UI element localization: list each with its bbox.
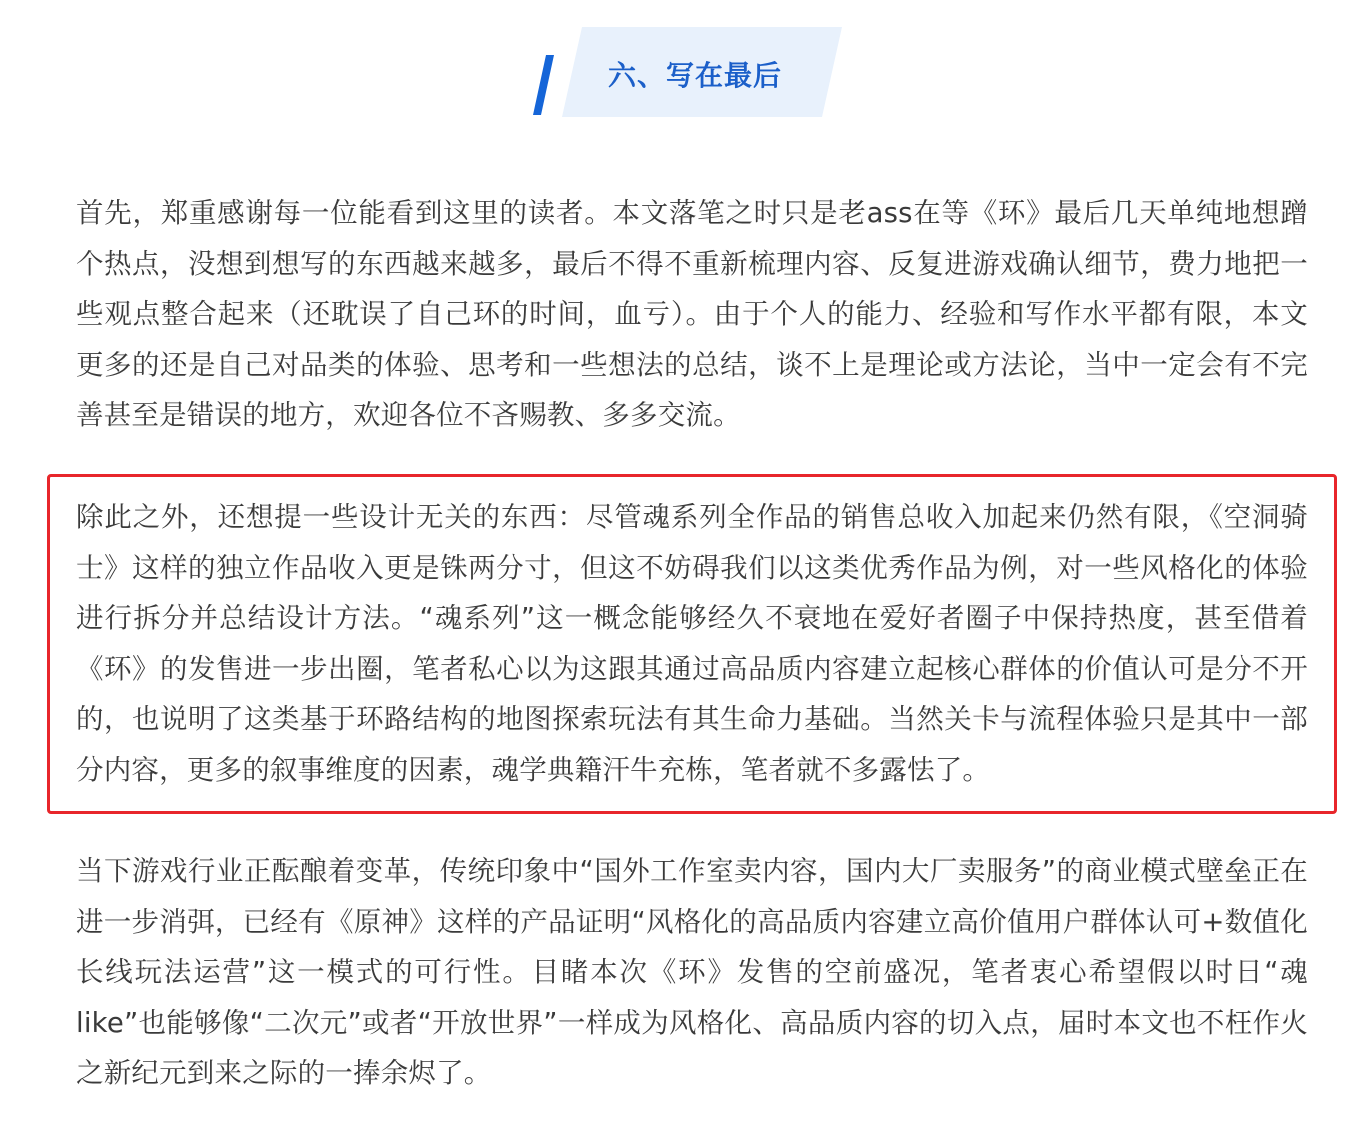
- section-title: 六、写在最后: [607, 59, 782, 92]
- body-paragraph-intro: 首先，郑重感谢每一位能看到这里的读者。本文落笔之时只是老ass在等《环》最后几天单纯地想蹭个热点，没想到想写的东西越来越多，最后不得不重新梳理内容、反复进游戏确认细节，费力地把一些观点整合起来（还耽误了自己环的时间，血亏）。由于个人的能力、经验和写作水平都有限，本文更多的还是自己对品类的体验、思考和一些想法的总结，谈不上是理论或方法论，当中一定会有不完善甚至是错误的地方，欢迎各位不吝赐教、多多交流。: [76, 197, 1308, 432]
- section-heading: [530, 27, 842, 117]
- body-paragraph-closing: 当下游戏行业正酝酿着变革，传统印象中“国外工作室卖内容，国内大厂卖服务”的商业模式壁垒正在进一步消弭，已经有《原神》这样的产品证明“风格化的高品质内容建立高价值用户群体认可+数值化长线玩法运营”这一模式的可行性。目睹本次《环》发售的空前盛况，笔者衷心希望假以时日“魂like”也能够像“二次元”或者“开放世界”一样成为风格化、高品质内容的切入点，届时本文也不枉作火之新纪元到来之际的一捧余烬了。: [76, 855, 1308, 1090]
- body-paragraph-highlighted: 除此之外，还想提一些设计无关的东西：尽管魂系列全作品的销售总收入加起来仍然有限，《空洞骑士》这样的独立作品收入更是铢两分寸，但这不妨碍我们以这类优秀作品为例，对一些风格化的体验进行拆分并总结设计方法。“魂系列”这一概念能够经久不衰地在爱好者圈子中保持热度，甚至借着《环》的发售进一步出圈，笔者私心以为这跟其通过高品质内容建立起核心群体的价值认可是分不开的，也说明了这类基于环路结构的地图探索玩法有其生命力基础。当然关卡与流程体验只是其中一部分内容，更多的叙事维度的因素，魂学典籍汗牛充栋，笔者就不多露怯了。: [76, 501, 1308, 786]
